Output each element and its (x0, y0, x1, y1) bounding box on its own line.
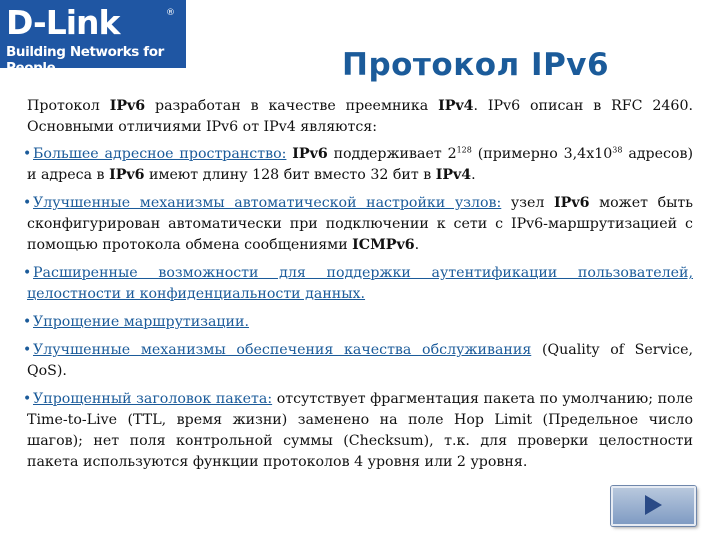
slide-title: Протокол IPv6 (342, 47, 610, 83)
next-slide-button[interactable] (611, 486, 696, 526)
point-heading: Улучшенные механизмы автоматической настройки узлов: (33, 195, 502, 211)
slide-content (23, 96, 693, 480)
differences-list (23, 144, 693, 473)
list-item-security (23, 263, 693, 305)
bullet-icon: • (23, 146, 32, 162)
list-item-routing (23, 312, 693, 333)
list-item-qos: • Улучшенные механизмы обеспечения качества обслуживания (Quality of Service, QoS). (23, 342, 693, 379)
bullet-icon: • (23, 314, 32, 330)
point-heading: Улучшенные механизмы обеспечения качества обслуживания (33, 342, 532, 358)
registered-mark: ® (166, 8, 175, 18)
intro-paragraph: Протокол IPv6 разработан в качестве преемника IPv4. IPv6 описан в RFC 2460. Основными отличиями IPv6 от IPv4 являются: (27, 98, 693, 135)
point-heading: Упрощенный заголовок пакета: (33, 391, 273, 407)
point-heading: Большее адресное пространство: (33, 146, 287, 162)
logo-name: D-Link (6, 3, 120, 42)
point-heading: Упрощение маршрутизации. (33, 314, 249, 330)
play-next-icon (643, 494, 663, 516)
point-heading: Расширенные возможности для поддержки аутентификации пользователей, целостности и конфиденциальности данных. (27, 265, 693, 302)
bullet-icon: • (23, 342, 32, 358)
bullet-icon: • (23, 391, 32, 407)
bullet-icon: • (23, 265, 32, 281)
list-item-header: • Упрощенный заголовок пакета: отсутствует фрагментация пакета по умолчанию; поле Time-to-Live (TTL, время жизни) заменено на поле Hop Limit (Предельное число шагов); нет поля контрольной суммы (Checksum), т.к. для проверки целостности пакета используются функции протоколов 4 уровня или 2 уровня. (23, 391, 693, 470)
list-item-address-space: • Большее адресное пространство: IPv6 поддерживает $2^{128}$ (примерно $3,4х10^{38}$ адресов) и адреса в IPv6 имеют длину 128 бит вместо 32 бит в IPv4. (23, 145, 693, 183)
bullet-icon: • (23, 195, 32, 211)
logo-tagline: Building Networks for People (6, 44, 164, 76)
list-item-autoconfig: • Улучшенные механизмы автоматической настройки узлов: узел IPv6 может быть сконфигурирован автоматически при подключении к сети с IPv6-маршрутизацией с помощью протокола обмена сообщениями ICMPv6. (23, 195, 693, 253)
dlink-logo (0, 0, 186, 76)
